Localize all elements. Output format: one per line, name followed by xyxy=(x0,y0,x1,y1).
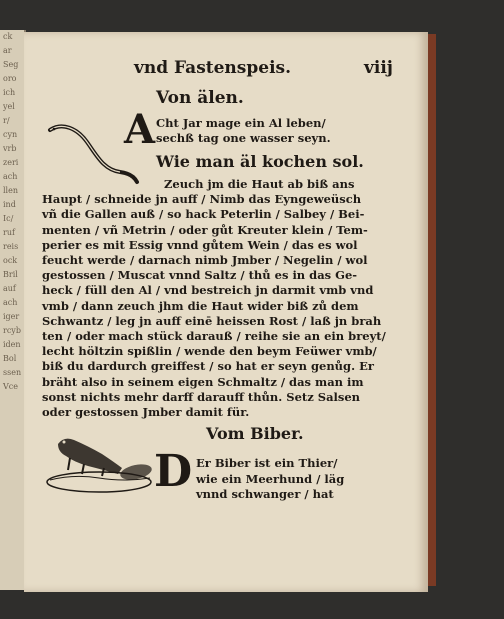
left-margin-fragment: cyn xyxy=(3,130,18,139)
section-heading-beaver: Vom Biber. xyxy=(206,424,304,443)
recipe-line: lecht höltzin spißlin / wende den beym Feüwer vmb/ xyxy=(42,344,377,359)
drop-cap-a: A xyxy=(124,106,156,153)
left-margin-fragment: Vce xyxy=(3,382,18,391)
left-margin-fragment: r/ xyxy=(3,116,10,125)
recipe-line: vñ die Gallen auß / so hack Peterlin / Salbey / Bei- xyxy=(42,207,365,222)
left-margin-fragments xyxy=(0,30,24,394)
left-margin-fragment: oro xyxy=(3,74,17,83)
left-page-edge xyxy=(0,30,26,590)
recipe-line: menten / vñ Metrin / oder gůt Kreuter klein / Tem- xyxy=(42,222,368,237)
recipe-line: Haupt / schneide jn auff / Nimb das Eyngeweüsch xyxy=(42,192,362,207)
left-margin-fragment: iger xyxy=(3,312,20,321)
recipe-line: sonst nichts mehr darff darauff thůn. Setz Salsen xyxy=(42,389,361,404)
recipe-line: perier es mit Essig vnnd gůtem Wein / das es wol xyxy=(42,237,358,252)
left-margin-fragment: Ic/ xyxy=(3,214,14,223)
section-heading-eel: Von älen. xyxy=(156,88,244,108)
intro-line-2: sechß tag one wasser seyn. xyxy=(156,131,331,145)
left-margin-fragment: ich xyxy=(3,88,16,97)
subheading-cook-eel: Wie man äl kochen sol. xyxy=(156,152,364,171)
left-margin-fragment: iden xyxy=(3,340,21,349)
drop-cap-d: D xyxy=(154,446,193,497)
folio-number: viij xyxy=(364,58,393,78)
intro-line-1: Cht Jar mage ein Al leben/ xyxy=(156,116,326,130)
recipe-line: heck / füll den Al / vnd bestreich jn darmit vmb vnd xyxy=(42,283,374,298)
left-margin-fragment: ach xyxy=(3,298,18,307)
left-margin-fragment: Bol xyxy=(3,354,17,363)
recipe-line: Schwantz / leg jn auff einē heissen Rost / laß jn brah xyxy=(42,313,382,328)
book-fore-edge xyxy=(428,34,436,586)
recipe-line: vmb / dann zeuch jhm die Haut wider biß zů dem xyxy=(42,298,359,313)
recipe-line: feucht werde / darnach nimb Jmber / Negelin / wol xyxy=(42,253,368,267)
left-margin-fragment: ind xyxy=(3,200,16,209)
left-margin-fragment: reis xyxy=(3,242,19,251)
running-head: vnd Fastenspeis. xyxy=(134,58,292,78)
left-margin-fragment: Seg xyxy=(3,60,19,69)
left-margin-fragment: llen xyxy=(3,186,19,195)
beaver-line: Er Biber ist ein Thier/ xyxy=(196,456,338,470)
book-page xyxy=(24,32,428,592)
left-margin-fragment: yel xyxy=(3,102,15,111)
left-margin-fragment: ock xyxy=(3,256,18,265)
left-margin-fragment: ar xyxy=(3,46,12,55)
left-margin-fragment: ck xyxy=(3,32,13,41)
beaver-line: wie ein Meerhund / läg xyxy=(196,471,345,486)
recipe-line: gestossen / Muscat vnnd Saltz / thů es in das Ge- xyxy=(42,268,358,283)
recipe-line: ten / oder mach stück darauß / reihe sie an ein breyt/ xyxy=(42,329,386,343)
left-margin-fragment: rcyb xyxy=(3,326,21,335)
recipe-line: Zeuch jm die Haut ab biß ans xyxy=(164,177,355,191)
left-margin-fragment: vrb xyxy=(3,144,17,153)
left-margin-fragment: Bril xyxy=(3,270,18,279)
left-margin-fragment: auf xyxy=(3,284,16,293)
left-margin-fragment: zeri xyxy=(3,158,19,167)
recipe-line: bräht also in seinem eigen Schmaltz / das man im xyxy=(42,374,364,389)
left-margin-fragment: ssen xyxy=(3,368,22,377)
beaver-line: vnnd schwanger / hat xyxy=(196,487,334,501)
left-margin-fragment: ach xyxy=(3,172,18,181)
beaver-woodcut-illustration xyxy=(44,424,156,496)
left-margin-fragment: ruf xyxy=(3,228,15,237)
recipe-line: biß du dardurch greiffest / so hat er seyn genůg. Er xyxy=(42,359,374,374)
recipe-line: oder gestossen Jmber damit für. xyxy=(42,405,250,419)
